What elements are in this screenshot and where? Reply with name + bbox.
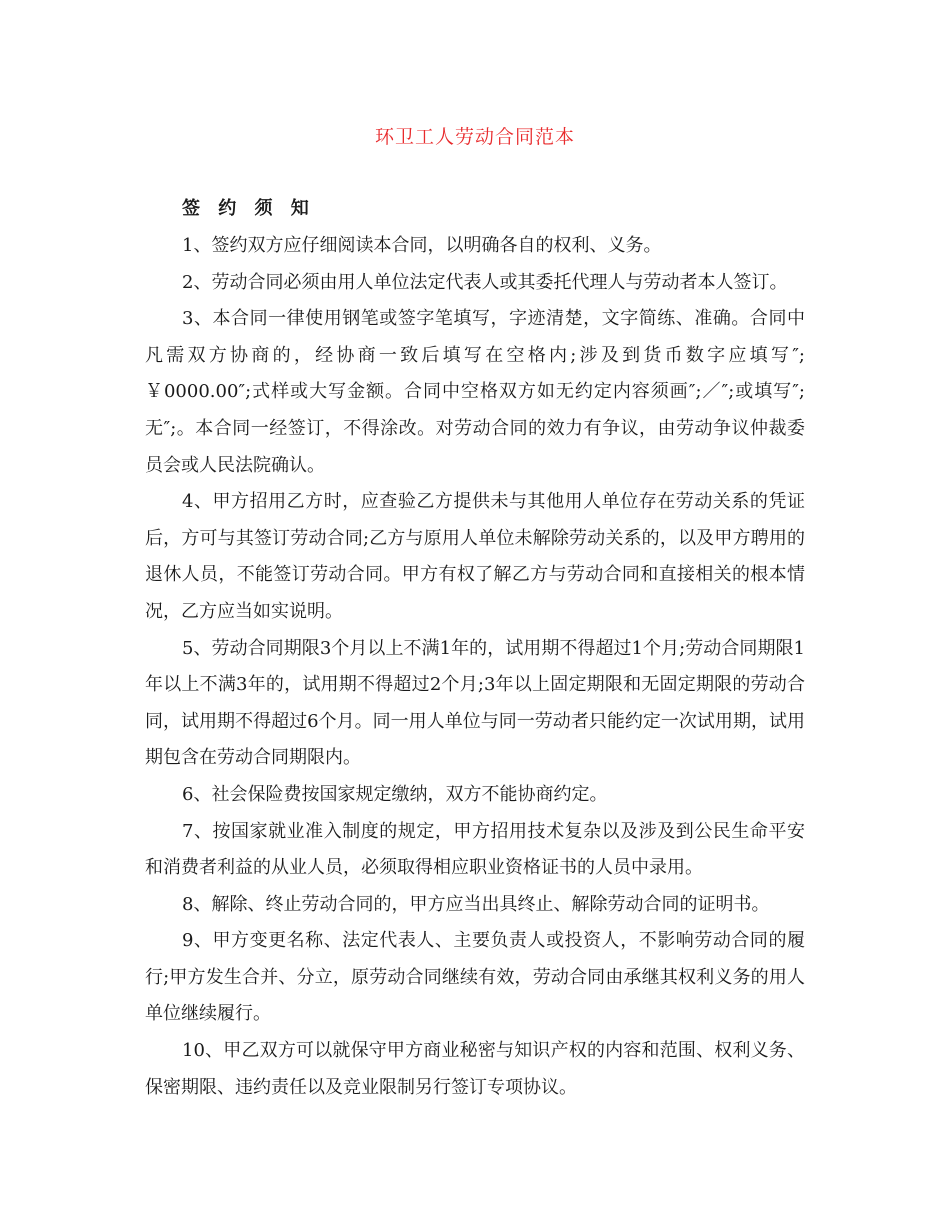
- clause-paragraph: 9、甲方变更名称、法定代表人、主要负责人或投资人，不影响劳动合同的履行;甲方发生合并、分立，原劳动合同继续有效，劳动合同由承继其权利义务的用人单位继续履行。: [145, 930, 805, 1025]
- section-heading: 签 约 须 知: [182, 198, 315, 219]
- clause-paragraph: 4、甲方招用乙方时，应查验乙方提供未与其他用人单位存在劳动关系的凭证后，方可与其签订劳动合同;乙方与原用人单位未解除劳动关系的，以及甲方聘用的退休人员，不能签订劳动合同。甲方有权了解乙方与劳动合同和直接相关的根本情况，乙方应当如实说明。: [145, 491, 805, 622]
- clause-paragraph: 7、按国家就业准入制度的规定，甲方招用技术复杂以及涉及到公民生命平安和消费者利益的从业人员，必须取得相应职业资格证书的人员中录用。: [145, 820, 805, 879]
- document-title: 环卫工人劳动合同范本: [374, 126, 575, 148]
- clause-paragraph: 1、签约双方应仔细阅读本合同，以明确各自的权利、义务。: [182, 235, 662, 256]
- clause-paragraph: 8、解除、终止劳动合同的，甲方应当出具终止、解除劳动合同的证明书。: [182, 893, 770, 915]
- clause-paragraph: 3、本合同一律使用钢笔或签字笔填写，字迹清楚，文字简练、准确。合同中凡需双方协商的，经协商一致后填写在空格内;涉及到货币数字应填写″;￥0000.00″;式样或大写金额。合同中空格双方如无约定内容须画″;／″;或填写″;无″;。本合同一经签订，不得涂改。对劳动合同的效力有争议，由劳动争议仲裁委员会或人民法院确认。: [145, 308, 805, 476]
- clause-paragraph: 5、劳动合同期限3个月以上不满1年的，试用期不得超过1个月;劳动合同期限1年以上不满3年的，试用期不得超过2个月;3年以上固定期限和无固定期限的劳动合同，试用期不得超过6个月。同一用人单位与同一劳动者只能约定一次试用期，试用期包含在劳动合同期限内。: [145, 637, 805, 769]
- clause-paragraph: 2、劳动合同必须由用人单位法定代表人或其委托代理人与劳动者本人签订。: [182, 271, 788, 293]
- document-body: [145, 228, 805, 1106]
- clause-paragraph: 10、甲乙双方可以就保守甲方商业秘密与知识产权的内容和范围、权利义务、保密期限、违约责任以及竞业限制另行签订专项协议。: [145, 1040, 805, 1098]
- clause-paragraph: 6、社会保险费按国家规定缴纳，双方不能协商约定。: [182, 783, 608, 805]
